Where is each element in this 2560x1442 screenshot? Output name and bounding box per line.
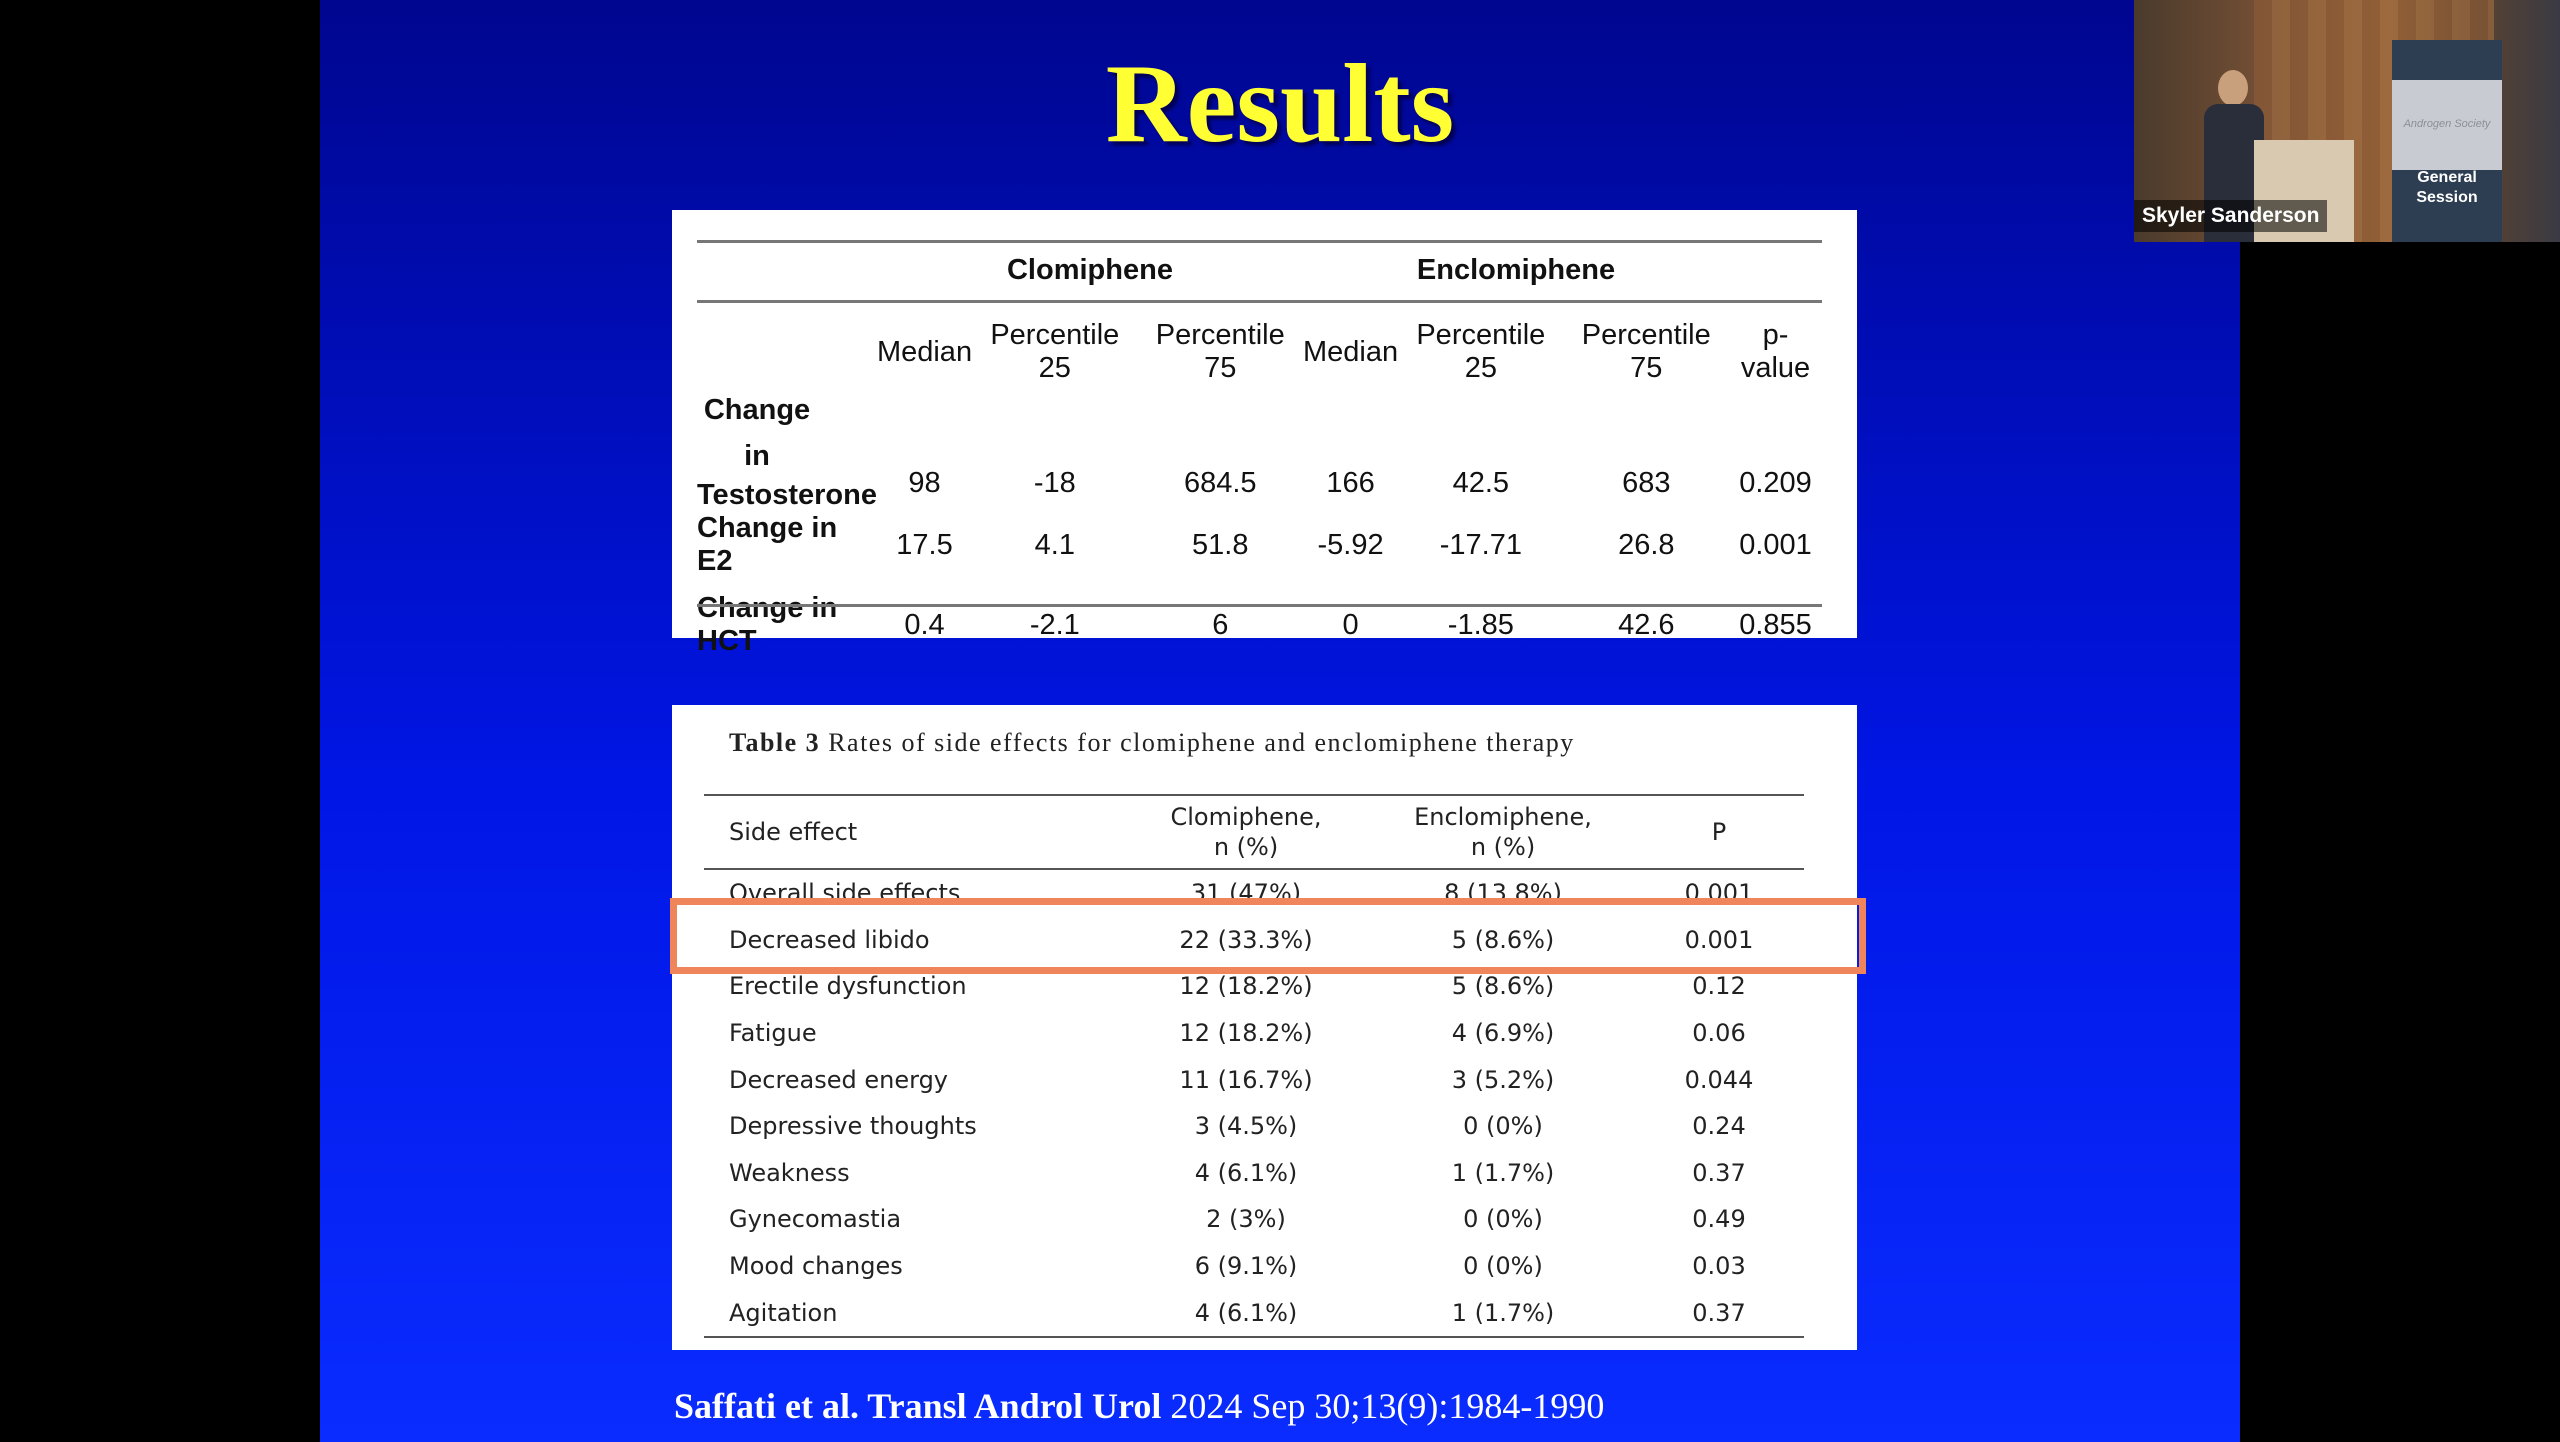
table-row bbox=[704, 1196, 1804, 1243]
cell-enclomiphene: 5 (8.6%) bbox=[1451, 925, 1555, 954]
presentation-slide bbox=[320, 0, 2240, 1442]
cell-effect: Agitation bbox=[704, 1289, 1120, 1337]
group-clomiphene: Clomiphene bbox=[877, 240, 1303, 302]
cell-clomiphene: 3 (4.5%) bbox=[1194, 1112, 1298, 1141]
table-row bbox=[697, 512, 1822, 578]
banner-logo: Androgen Society bbox=[2403, 118, 2491, 130]
cell: 42.6 bbox=[1618, 608, 1675, 641]
speaker-name-label: Skyler Sanderson bbox=[2134, 200, 2327, 232]
cell: 4.1 bbox=[1034, 528, 1075, 561]
cell: -5.92 bbox=[1317, 528, 1384, 561]
table-subheader-row bbox=[697, 302, 1822, 388]
table-row bbox=[704, 1103, 1804, 1150]
subheader: Percentile 25 bbox=[990, 319, 1120, 384]
cell-p: 0.24 bbox=[1692, 1112, 1746, 1141]
cell-enclomiphene: 8 (13.8%) bbox=[1444, 879, 1562, 908]
cell: 684.5 bbox=[1183, 467, 1257, 499]
cell-p: 0.49 bbox=[1692, 1205, 1746, 1234]
cell-clomiphene: 12 (18.2%) bbox=[1179, 972, 1313, 1001]
cell: 166 bbox=[1326, 467, 1375, 499]
cell: -17.71 bbox=[1439, 528, 1522, 561]
row-label: Change in HCT bbox=[697, 592, 838, 657]
cell-p: 0.001 bbox=[1684, 925, 1754, 954]
cell-effect: Fatigue bbox=[729, 1019, 817, 1048]
table-top-rule bbox=[697, 240, 1822, 243]
header-p: P bbox=[1634, 795, 1804, 869]
cell-p: 0.044 bbox=[1684, 1065, 1754, 1094]
cell: 0.209 bbox=[1739, 467, 1812, 499]
group-enclomiphene: Enclomiphene bbox=[1303, 240, 1729, 302]
cell: 42.5 bbox=[1452, 467, 1510, 499]
citation: Saffati et al. Transl Androl Urol 2024 Sep 30;13(9):1984-1990 bbox=[674, 1386, 1605, 1426]
cell: 683 bbox=[1622, 467, 1671, 499]
hormone-results-table-panel bbox=[672, 210, 1857, 657]
subheader: Percentile 75 bbox=[1581, 319, 1711, 384]
banner-text: General Session bbox=[2416, 169, 2478, 206]
caption-text: Rates of side effects for clomiphene and enclomiphene therapy bbox=[828, 728, 1575, 757]
side-effects-table-panel bbox=[672, 705, 1857, 1350]
table-group-header-row bbox=[697, 240, 1822, 302]
cell: 51.8 bbox=[1192, 528, 1249, 561]
cell-clomiphene: 2 (3%) bbox=[1206, 1205, 1286, 1234]
cell-clomiphene: 4 (6.1%) bbox=[1120, 1289, 1372, 1337]
session-banner bbox=[2392, 40, 2502, 242]
cell: 0.001 bbox=[1739, 528, 1812, 561]
cell-effect: Overall side effects bbox=[729, 879, 961, 908]
cell: -2.1 bbox=[1029, 608, 1080, 641]
cell-clomiphene: 6 (9.1%) bbox=[1194, 1252, 1298, 1281]
cell-clomiphene: 4 (6.1%) bbox=[1194, 1158, 1298, 1187]
table-row bbox=[704, 1289, 1804, 1337]
cell: 17.5 bbox=[896, 528, 953, 561]
table-bottom-rule bbox=[697, 604, 1822, 607]
slide-title: Results bbox=[1105, 42, 1455, 166]
cell: 98 bbox=[908, 467, 941, 499]
hormone-results-table bbox=[697, 240, 1822, 658]
subheader: Median bbox=[876, 335, 973, 368]
cell-effect: Erectile dysfunction bbox=[729, 972, 967, 1001]
table-row bbox=[704, 1056, 1804, 1103]
row-label: Change in E2 bbox=[697, 512, 838, 577]
cell-clomiphene: 31 (47%) bbox=[1190, 879, 1302, 908]
header-clomiphene: Clomiphene, n (%) bbox=[1120, 795, 1372, 869]
header-enclomiphene: Enclomiphene, n (%) bbox=[1372, 795, 1634, 869]
table-row bbox=[704, 1010, 1804, 1057]
cell-enclomiphene: 0 (0%) bbox=[1463, 1205, 1543, 1234]
cell-enclomiphene: 1 (1.7%) bbox=[1372, 1289, 1634, 1337]
subheader: p-value bbox=[1740, 319, 1811, 384]
cell-p: 0.03 bbox=[1692, 1252, 1746, 1281]
table-row bbox=[697, 578, 1822, 658]
subheader: Percentile 75 bbox=[1155, 319, 1285, 384]
cell-enclomiphene: 0 (0%) bbox=[1463, 1252, 1543, 1281]
row-label: Change in Testosterone bbox=[697, 394, 877, 511]
table-row bbox=[697, 387, 1822, 512]
cell-clomiphene: 11 (16.7%) bbox=[1179, 1065, 1313, 1094]
cell: 26.8 bbox=[1618, 528, 1675, 561]
cell-effect: Decreased energy bbox=[729, 1065, 949, 1094]
cell-p: 0.37 bbox=[1692, 1158, 1746, 1187]
cell-p: 0.001 bbox=[1684, 879, 1754, 908]
table-header-row bbox=[704, 795, 1804, 869]
cell-enclomiphene: 4 (6.9%) bbox=[1451, 1019, 1555, 1048]
table-caption bbox=[729, 727, 1799, 759]
subheader: Median bbox=[1302, 335, 1399, 368]
cell-effect: Depressive thoughts bbox=[729, 1112, 977, 1141]
cell-enclomiphene: 3 (5.2%) bbox=[1451, 1065, 1555, 1094]
highlight-box-decreased-libido bbox=[670, 898, 1866, 974]
cell: 0.4 bbox=[904, 608, 945, 641]
cell-p: 0.06 bbox=[1692, 1019, 1746, 1048]
cell: -18 bbox=[1033, 467, 1076, 499]
cell: -1.85 bbox=[1447, 608, 1514, 641]
cell-effect: Gynecomastia bbox=[729, 1205, 902, 1234]
cell: 0 bbox=[1342, 608, 1359, 641]
speaker-video-thumbnail[interactable] bbox=[2134, 0, 2560, 242]
header-side-effect: Side effect bbox=[704, 795, 1120, 869]
table-row bbox=[704, 1243, 1804, 1290]
cell-enclomiphene: 0 (0%) bbox=[1463, 1112, 1543, 1141]
cell: 6 bbox=[1212, 608, 1229, 641]
side-effects-table bbox=[704, 794, 1804, 1338]
cell-effect: Weakness bbox=[729, 1158, 850, 1187]
cell-clomiphene: 12 (18.2%) bbox=[1179, 1019, 1313, 1048]
caption-label: Table 3 bbox=[729, 728, 821, 757]
cell-effect: Decreased libido bbox=[729, 925, 930, 954]
cell-clomiphene: 22 (33.3%) bbox=[1179, 925, 1313, 954]
cell-enclomiphene: 1 (1.7%) bbox=[1451, 1158, 1555, 1187]
subheader: Percentile 25 bbox=[1416, 319, 1546, 384]
table-row bbox=[704, 1150, 1804, 1197]
cell-p: 0.37 bbox=[1634, 1289, 1804, 1337]
cell-p: 0.12 bbox=[1692, 972, 1746, 1001]
cell-effect: Mood changes bbox=[729, 1252, 903, 1281]
cell-enclomiphene: 5 (8.6%) bbox=[1451, 972, 1555, 1001]
cell: 0.855 bbox=[1739, 608, 1812, 641]
